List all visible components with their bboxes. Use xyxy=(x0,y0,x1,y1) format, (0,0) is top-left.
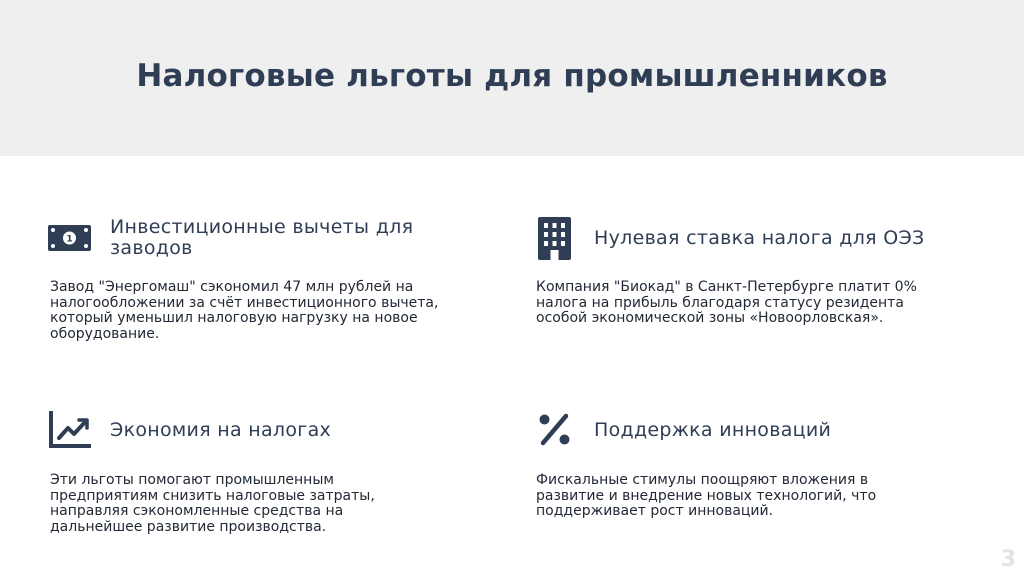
card-title-tax-savings: Экономия на налогах xyxy=(110,419,332,441)
card-text-innovation-support: Фискальные стимулы поощряют вложения в развитие и внедрение новых технологий, что поддерживает рост инноваций. xyxy=(536,472,877,519)
percent-icon xyxy=(538,413,571,451)
slide-title: Налоговые льготы для промышленников xyxy=(136,58,888,94)
money-bill-icon xyxy=(48,225,91,256)
chart-line-icon xyxy=(49,411,91,454)
card-title-innovation-support: Поддержка инноваций xyxy=(594,419,832,441)
card-text-tax-savings: Эти льготы помогают промышленным предприятиям снизить налоговые затраты, направляя сэкономленные средства на дальнейшее развитие производства. xyxy=(50,472,375,535)
card-title-investment-deductions: Инвестиционные вычеты для заводов xyxy=(110,216,414,259)
building-icon xyxy=(538,217,571,265)
card-text-zero-rate: Компания "Биокад" в Санкт-Петербурге платит 0% налога на прибыль благодаря статусу резидента особой экономической зоны «Новоорловская». xyxy=(536,279,917,326)
card-text-investment-deductions: Завод "Энергомаш" сэкономил 47 млн рублей на налогообложении за счёт инвестиционного вычета, который уменьшил налоговую нагрузку на новое оборудование. xyxy=(50,279,439,342)
page-number: 3 xyxy=(1000,547,1016,572)
svg-text:1: 1 xyxy=(66,234,73,245)
card-title-zero-rate: Нулевая ставка налога для ОЭЗ xyxy=(594,227,925,249)
